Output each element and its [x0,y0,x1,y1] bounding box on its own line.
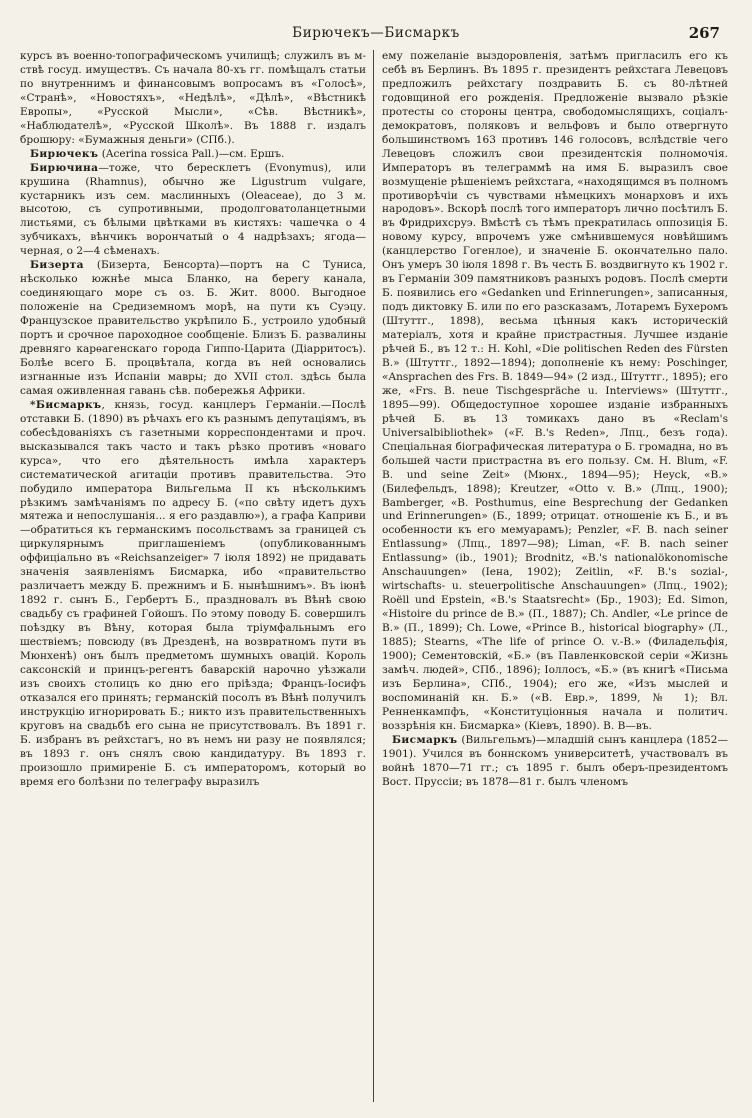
left-column [20,50,366,1102]
entry-paragraph [382,734,728,790]
entry-headword: Бизерта [30,259,84,272]
entry-paragraph [20,50,366,148]
entry-headword: Бисмаркъ [392,733,458,746]
entry-text: курсъ въ военно-топографическомъ училищѣ; служилъ въ м-ствѣ госуд. имуществъ. Съ начала 80-хъ гг. помѣщалъ статьи по внутреннимъ и финансовымъ вопросамъ въ «Голосѣ», «Странѣ», «Новостяхъ», «Недѣлѣ», «Дѣлѣ», «Вѣстникѣ Европы», «Русской Мысли», «Сѣв. Вѣстникѣ», «Наблюдателѣ», «Русской Школѣ». Въ 1888 г. издалъ брошюру: «Бумажныя деньги» (СПб.). [20,50,366,146]
right-column [382,50,728,1102]
entry-text: (Бизерта, Бенсорта)—портъ на С Туниса, нѣсколько южнѣе мыса Бланко, на берегу канала, соединяющаго море съ оз. Б. Жит. 8000. Выгодное положеніе на Средиземномъ морѣ, на пути къ Суэцу. Французское правительство укрѣпило Б., устроило удобный портъ и срочное пароходное сообщеніе. Близъ Б. развалины древняго карѳагенскаго города Гиппо-Царита (Діарритосъ). Болѣе всего Б. процвѣтала, когда въ ней основались изгнанные изъ Испаніи мавры; до XVII стол. здѣсь была самая оживленная гавань сѣв. побережья Африки. [20,259,366,397]
entry-text: (Вильгельмъ)—младшій сынъ канцлера (1852—1901). Учился въ боннскомъ университетѣ, участвовалъ въ войнѣ 1870—71 гг.; съ 1895 г. былъ оберъ-президентомъ Вост. Пруссіи; въ 1878—81 г. былъ членомъ [382,733,728,788]
entry-text: —тоже, что бересклетъ (Evonymus), или крушина (Rhamnus), обычно же Ligustrum vulgare, кустарникъ изъ сем. маслинныхъ (Oleaceae), до 3 м. высотою, съ супротивными, продолговатоланцетными листьями, съ бѣлыми цвѣтками въ кистяхъ: чашечка о 4 зубчикахъ, вѣнчикъ ворончатый о 4 надрѣзахъ; ягода—черная, о 2—4 сѣменахъ. [20,161,366,258]
entry-headword: Бирючина [30,161,99,174]
entry-headword: *Бисмаркъ [30,398,102,411]
running-header [24,24,728,46]
running-title: Бирючекъ—Бисмаркъ [292,25,460,41]
entry-paragraph [20,399,366,790]
entry-text: ему пожеланіе выздоровленія, затѣмъ пригласилъ его къ себѣ въ Берлинъ. Въ 1895 г. президентъ рейхстага Левецовъ предложилъ рейхстагу поздравить Б. съ 80-лѣтней годовщиной его рожденія. Предложеніе вызвало рѣзкіе протесты со стороны центра, свободомыслящихъ, соціалъ-демократовъ, поляковъ и вельфовъ и было отвергнуто большинствомъ 163 противъ 146 голосовъ, вслѣдствіе чего Левецовъ сложилъ свои президентскія полномочія. Императоръ въ телеграммѣ на имя Б. выразилъ свое возмущеніе рѣшеніемъ рейхстага, «находящимся въ полномъ противорѣчіи съ чувствами нѣмецкихъ монарховъ и ихъ народовъ». Вскорѣ послѣ того императоръ лично посѣтилъ Б. въ Фридрихсруэ. Вмѣстѣ съ тѣмъ прекратилась оппозиція Б. новому курсу, впрочемъ уже смѣнившемуся новѣйшимъ (канцлерство Гогенлое), и значеніе Б. окончательно пало. Онъ умеръ 30 іюля 1898 г. Въ честь Б. воздвигнуто къ 1902 г. въ Германіи 309 памятниковъ разныхъ родовъ. Послѣ смерти Б. появились его «Gedanken und Erinnerungen», записанныя, подъ диктовку Б. или по его разсказамъ, Лотаремъ Бухеромъ (Штуттг., 1898), весьма цѣнныя какъ историческій матеріалъ, хотя и крайне пристрастныя. Лучшее изданіе рѣчей Б., въ 12 т.: H. Kohl, «Die politischen Reden des Fürsten B.» (Штуттг., 1892—1894); дополненіе къ нему: Poschinger, «Ansprachen des Frs. B. 1849—94» (2 изд., Штуттг., 1895); его же, «Frs. B. neue Tischgespräche u. Interviews» (Штуттг., 1895—99). Общедоступное хорошее изданіе избранныхъ рѣчей Б. въ 13 томикахъ дано въ «Reclam's Universalbibliothek» («F. B.'s Reden», Лпц., безъ года). Спеціальная біографическая литература о Б. громадна, но въ большей части пристрастна въ его пользу. См. H. Blum, «F. B. und seine Zeit» (Мюнх., 1894—95); Heyck, «B.» (Билефельдъ, 1898); Kreutzer, «Otto v. B.» (Лпц., 1900); Bamberger, «B. Posthumus, eine Besprechung der Gedanken und Erinnerungen» (Б., 1899; отрицат. отношеніе къ Б., и въ особенности къ его мемуарамъ); Penzler, «F. B. nach seiner Entlassung» (Лпц., 1897—98); Liman, «F. B. nach seiner Entlassung» (ib., 1901); Brodnitz, «B.'s nationalökonomische Anschauungen» (Іена, 1902); Zeitlin, «F. B.'s sozial-, wirtschafts- u. steuerpolitische Anschauungen» (Лпц., 1902); Roëll und Epstein, «B.'s Staatsrecht» (Бр., 1903); Ed. Simon, «Histoire du prince de B.» (П., 1887); Ch. Andler, «Le prince de B.» (П., 1899); Ch. Lowe, «Prince B., historical biography» (Л., 1885); Stearns, «The life of prince O. v.-B.» (Филадельфія, 1900); Сементовскій, «Б.» (въ Павленковской серіи «Жизнь замѣч. людей», СПб., 1896); Іоллосъ, «Б.» (въ книгѣ «Письма изъ Берлина», СПб., 1904); его же, «Изъ мыслей и воспоминаній кн. Б.» («В. Евр.», 1899, № 1); Вл. Ренненкампфъ, «Конституціонныя начала и политич. воззрѣнія кн. Бисмарка» (Кіевъ, 1890). В. В—въ. [382,50,728,732]
column-divider [373,50,374,1102]
entry-headword: Бирючекъ [30,147,99,160]
entry-text: , князь, госуд. канцлеръ Германіи.—Послѣ отставки Б. (1890) въ рѣчахъ его къ разнымъ депутаціямъ, въ собесѣдованіяхъ съ газетными корреспондентами и проч. высказывался такъ часто и такъ рѣзко противъ «новаго курса», что его дѣятельность имѣла характеръ систематической агитаціи противъ правительства. Это побудило императора Вильгельма II къ нѣсколькимъ рѣзкимъ замѣчаніямъ по адресу Б. («по свѣту идетъ духъ мятежа и непослушанія... я его раздавлю»), а графа Каприви—обратиться къ германскимъ посольствамъ за границей съ циркулярнымъ приглашеніемъ (опубликованнымъ оффиціально въ «Reichsanzeiger» 7 іюля 1892) не придавать значенія заявленіямъ Бисмарка, ибо «правительство различаетъ между Б. прежнимъ и Б. нынѣшнимъ». Въ іюнѣ 1892 г. сынъ Б., Гербертъ Б., праздновалъ въ Вѣнѣ свою свадьбу съ графиней Гойошъ. По этому поводу Б. совершилъ поѣздку въ Вѣну, которая была тріумфальнымъ его шествіемъ; повсюду (въ Дрезденѣ, на возвратномъ пути въ Мюнхенѣ) онъ былъ предметомъ шумныхъ овацій. Король саксонскій и принцъ-регентъ баварскій нарочно уѣзжали изъ своихъ столицъ ко дню его пріѣзда; Францъ-Іосифъ отказался его принять; германскій посолъ въ Вѣнѣ получилъ инструкцію игнорировать Б.; никто изъ правительственныхъ круговъ на свадьбѣ его сына не присутствовалъ. Въ 1891 г. Б. избранъ въ рейхстагъ, но въ немъ ни разу не появлялся; въ 1893 г. онъ снялъ свою кандидатуру. Въ 1893 г. произошло примиреніе Б. съ императоромъ, который во время его болѣзни по телеграфу выразилъ [20,398,366,788]
entry-paragraph [382,50,728,734]
page-number: 267 [688,24,720,42]
entry-text: (Acerina rossica Pall.)—см. Ершъ. [98,147,285,160]
entry-paragraph [20,259,366,399]
entry-paragraph [20,162,366,260]
entry-paragraph [20,148,366,162]
